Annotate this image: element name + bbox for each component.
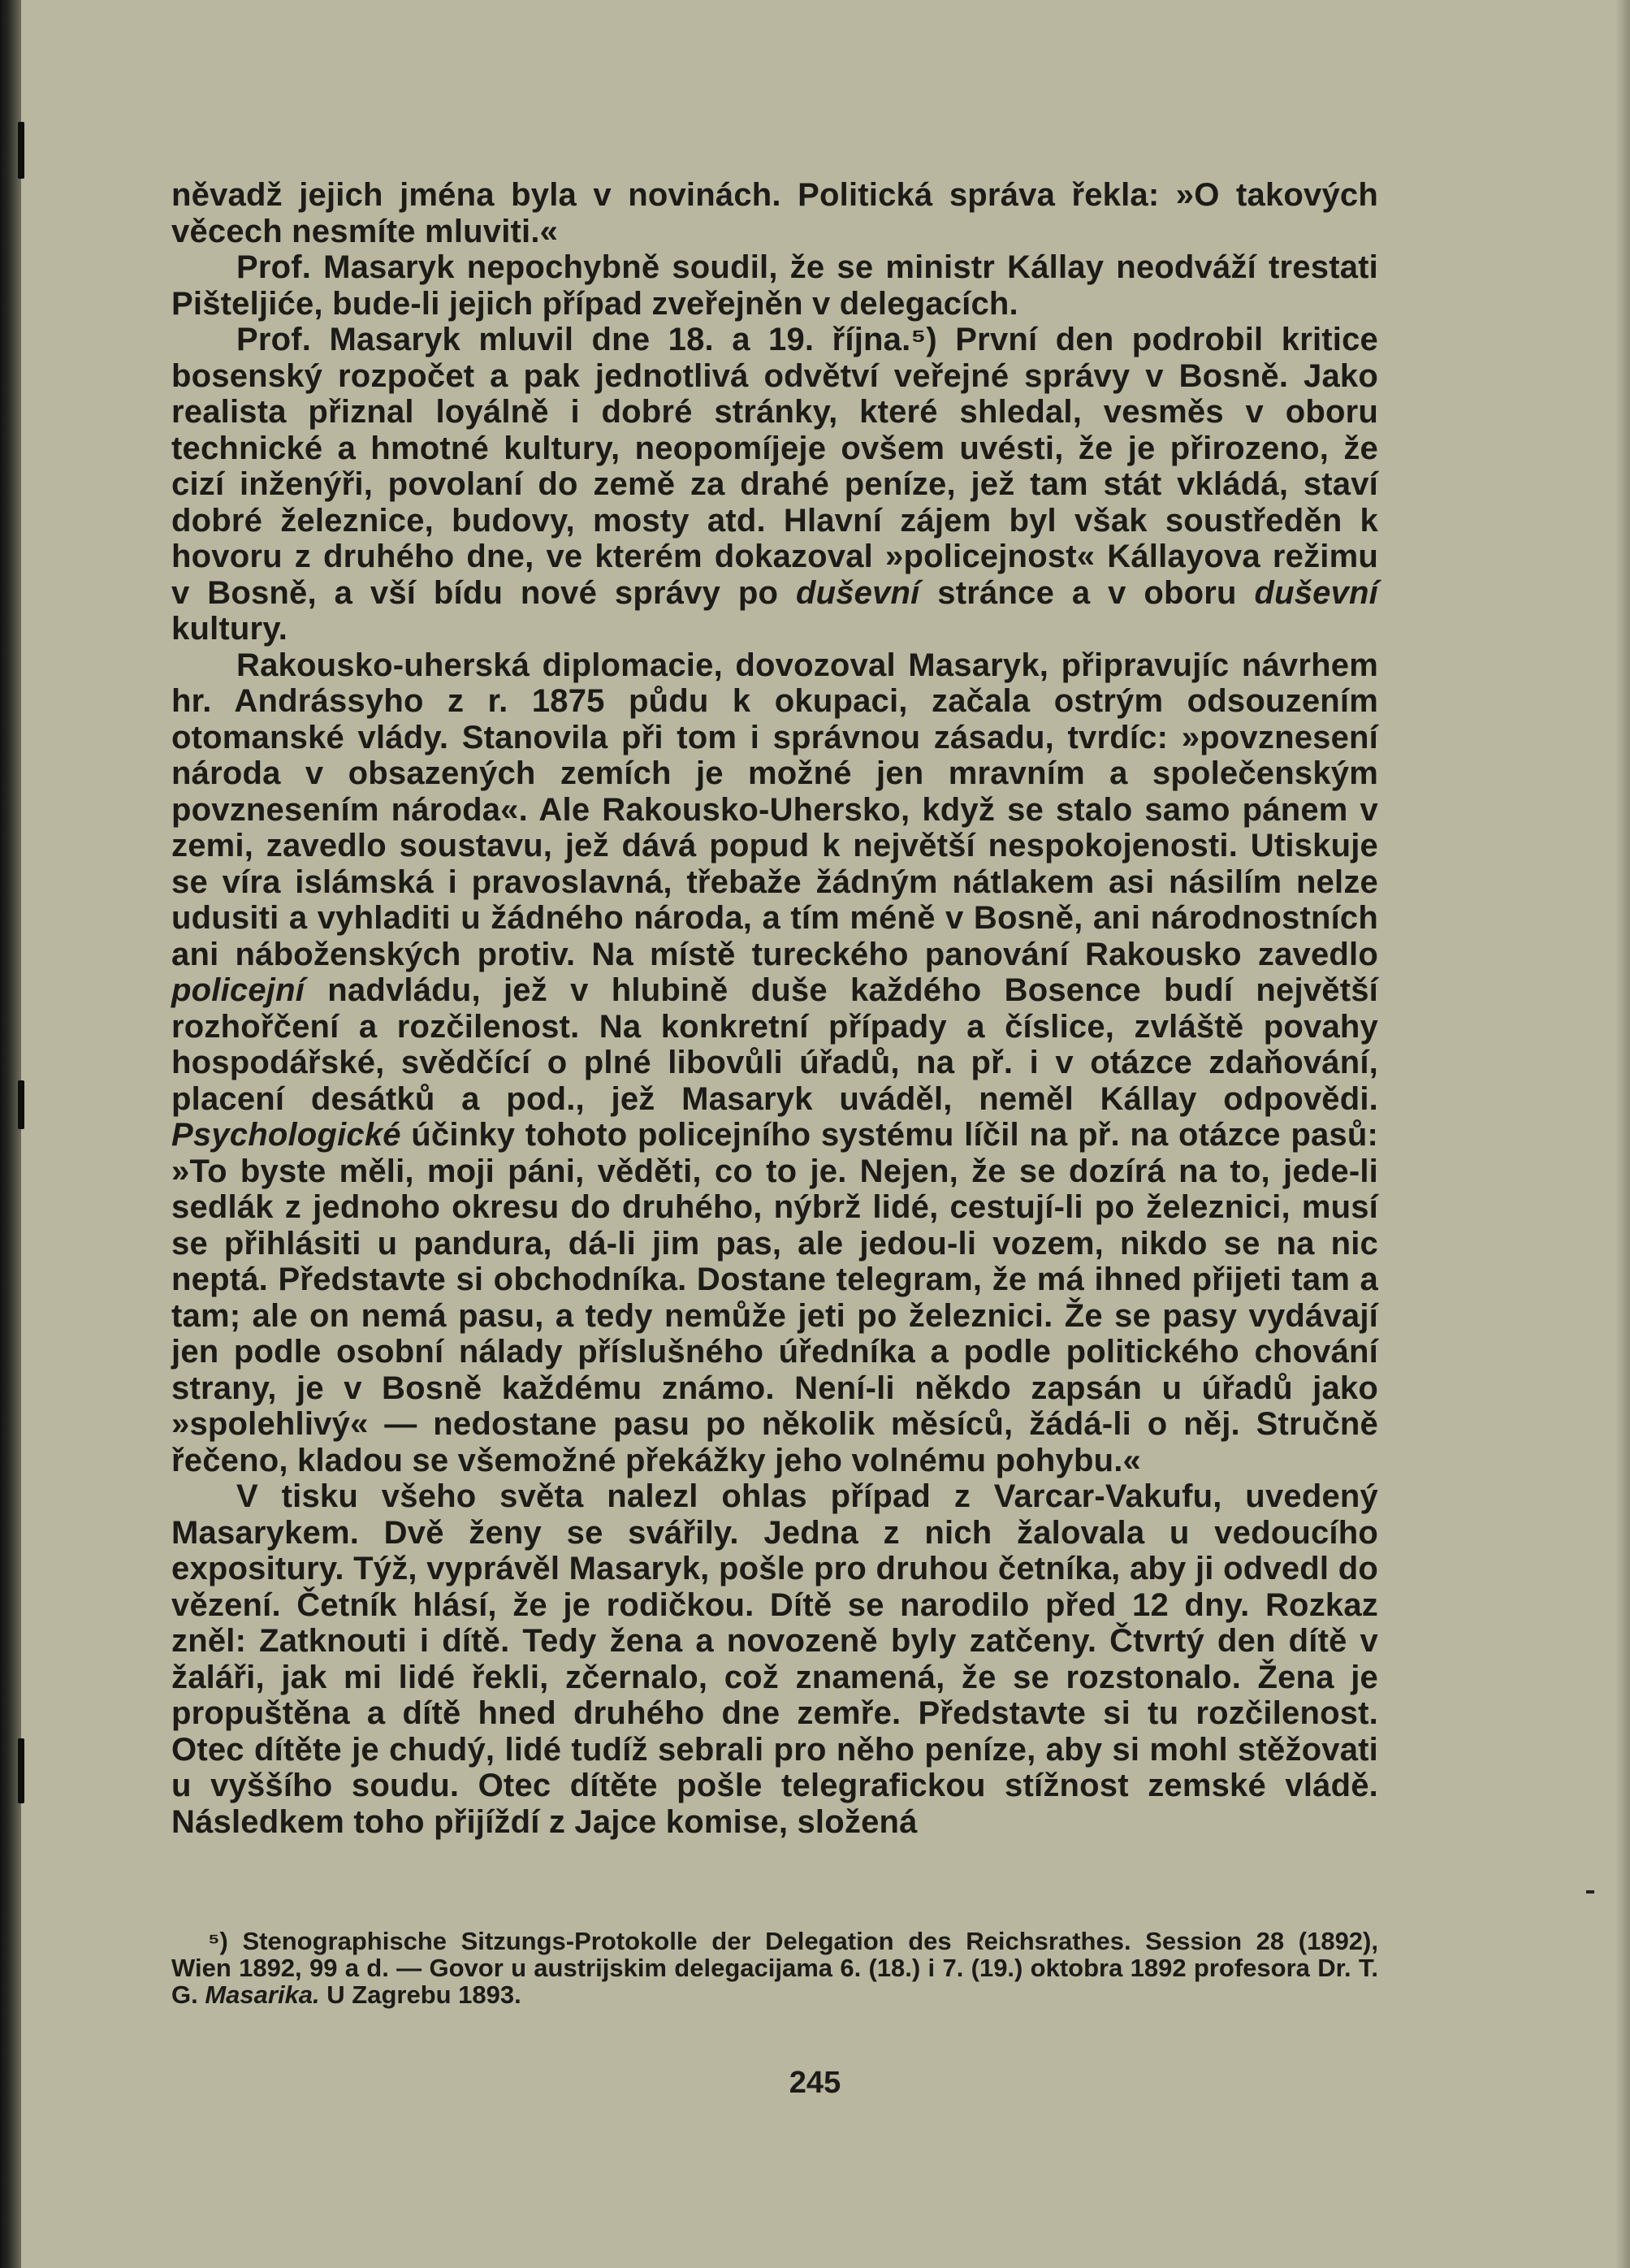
text-run: něvadž jejich jména byla v novinách. Politická správa řekla: »O takových věcech nesmíte mluviti.«	[171, 177, 1378, 249]
spine-mark	[18, 1738, 24, 1803]
paragraph	[171, 177, 1378, 249]
text-run: Rakousko-uherská diplomacie, dovozoval Masaryk, připravujíc návrhem hr. Andrássyho z r. 1875 půdu k okupaci, začala ostrým odsouzením otomanské vlády. Stanovila při tom i správnou zásadu, tvrdíc: »povznesení národa v obsazených zemích je možné jen mravním a společenským povznesením národa«. Ale Rakousko-Uhersko, když se stalo samo pánem v zemi, zavedlo soustavu, jež dává popud k největší nespokojenosti. Utiskuje se víra islámská i pravoslavná, třebaže žádným nátlakem asi násilím nelze udusiti a vyhladiti u žádného národa, a tím méně v Bosně, ani národnostních ani náboženských protiv. Na místě tureckého panování Rakousko zavedlo	[171, 647, 1378, 972]
page-number: 245	[789, 2066, 841, 2100]
text-run: Prof. Masaryk nepochybně soudil, že se ministr Kállay neodváží trestati Pišteljiće, bude-li jejich případ zveřejněn v delegacích.	[171, 249, 1378, 322]
footnote	[171, 1928, 1378, 2008]
body-text	[171, 177, 1378, 1840]
text-run: V tisku všeho světa nalezl ohlas případ z Varcar-Vakufu, uvedený Masarykem. Dvě ženy se svářily. Jedna z nich žalovala u vedoucího expositury. Týž, vyprávěl Masaryk, pošle pro druhou četníka, aby ji odvedl do vězení. Četník hlásí, že je rodičkou. Dítě se narodilo před 12 dny. Rozkaz zněl: Zatknouti i dítě. Tedy žena a novozeně byly zatčeny. Čtvrtý den dítě v žaláři, jak mi lidé řekli, zčernalo, což znamená, že se rozstonalo. Žena je propuštěna a dítě hned druhého dne zemře. Představte si tu rozčilenost. Otec dítěte je chudý, lidé tudíž sebrali pro něho peníze, aby si mohl stěžovati u vyššího soudu. Otec dítěte pošle telegrafickou stížnost zemské vládě. Následkem toho přijíždí z Jajce komise, složená	[171, 1478, 1378, 1840]
paragraph	[171, 1478, 1378, 1840]
italic-text: Masarika.	[205, 1980, 320, 2009]
book-spine-shadow	[0, 0, 21, 2268]
text-run: ⁵) Stenographische Sitzungs-Protokolle der Delegation des Reichsrathes. Session 28 (1892), Wien 1892, 99 a d. — Govor u austrijskim delegacijama 6. (18.) i 7. (19.) oktobra 1892 profesora Dr. T. G.	[171, 1927, 1378, 2009]
italic-text: duševní	[1254, 574, 1378, 611]
italic-text: Psychologické	[171, 1117, 401, 1153]
text-run: Prof. Masaryk mluvil dne 18. a 19. října.⁵) První den podrobil kritice bosenský rozpočet a pak jednotlivá odvětví veřejné správy v Bosně. Jako realista přiznal loyálně i dobré stránky, které shledal, vesměs v oboru technické a hmotné kultury, neopomíjeje ovšem uvésti, že je přirozeno, že cizí inženýři, povolaní do země za drahé peníze, jež tam stát vkládá, staví dobré železnice, budovy, mosty atd. Hlavní zájem byl však soustředěn k hovoru z druhého dne, ve kterém dokazoval »policejnost« Kállayova režimu v Bosně, a vší bídu nové správy po	[171, 322, 1378, 611]
text-run: U Zagrebu 1893.	[319, 1980, 521, 2009]
italic-text: duševní	[795, 574, 920, 611]
italic-text: policejní	[171, 972, 305, 1008]
footnotes	[171, 1928, 1378, 2008]
paragraph	[171, 322, 1378, 647]
page-edge	[1615, 0, 1630, 2268]
paragraph	[171, 647, 1378, 1479]
margin-mark	[1586, 1890, 1594, 1894]
spine-mark	[18, 122, 24, 179]
text-run: nadvládu, jež v hlubině duše každého Bosence budí největší rozhořčení a rozčilenost. Na konkretní případy a číslice, zvláště povahy hospodářské, svědčící o plné libovůli úřadů, na př. i v otázce zdaňování, placení desátků a pod., jež Masaryk uváděl, neměl Kállay odpovědi.	[171, 972, 1378, 1117]
text-run: kultury.	[171, 611, 288, 647]
spine-mark	[18, 1080, 24, 1129]
paragraph	[171, 249, 1378, 322]
text-run: účinky tohoto policejního systému líčil na př. na otázce pasů: »To byste měli, moji páni, věděti, co to je. Nejen, že se dozírá na to, jede-li sedlák z jednoho okresu do druhého, nýbrž lidé, cestují-li po železnici, musí se přihlásiti u pandura, dá-li jim pas, ale jedou-li vozem, nikdo se na nic neptá. Představte si obchodníka. Dostane telegram, že má ihned přijeti tam a tam; ale on nemá pasu, a tedy nemůže jeti po železnici. Že se pasy vydávají jen podle osobní nálady příslušného úředníka a podle politického chování strany, je v Bosně každému známo. Není-li někdo zapsán u úřadů jako »spolehlivý« — nedostane pasu po několik měsíců, žádá-li o něj. Stručně řečeno, kladou se všemožné překážky jeho volnému pohybu.«	[171, 1117, 1378, 1478]
text-run: stránce a v oboru	[919, 574, 1255, 611]
